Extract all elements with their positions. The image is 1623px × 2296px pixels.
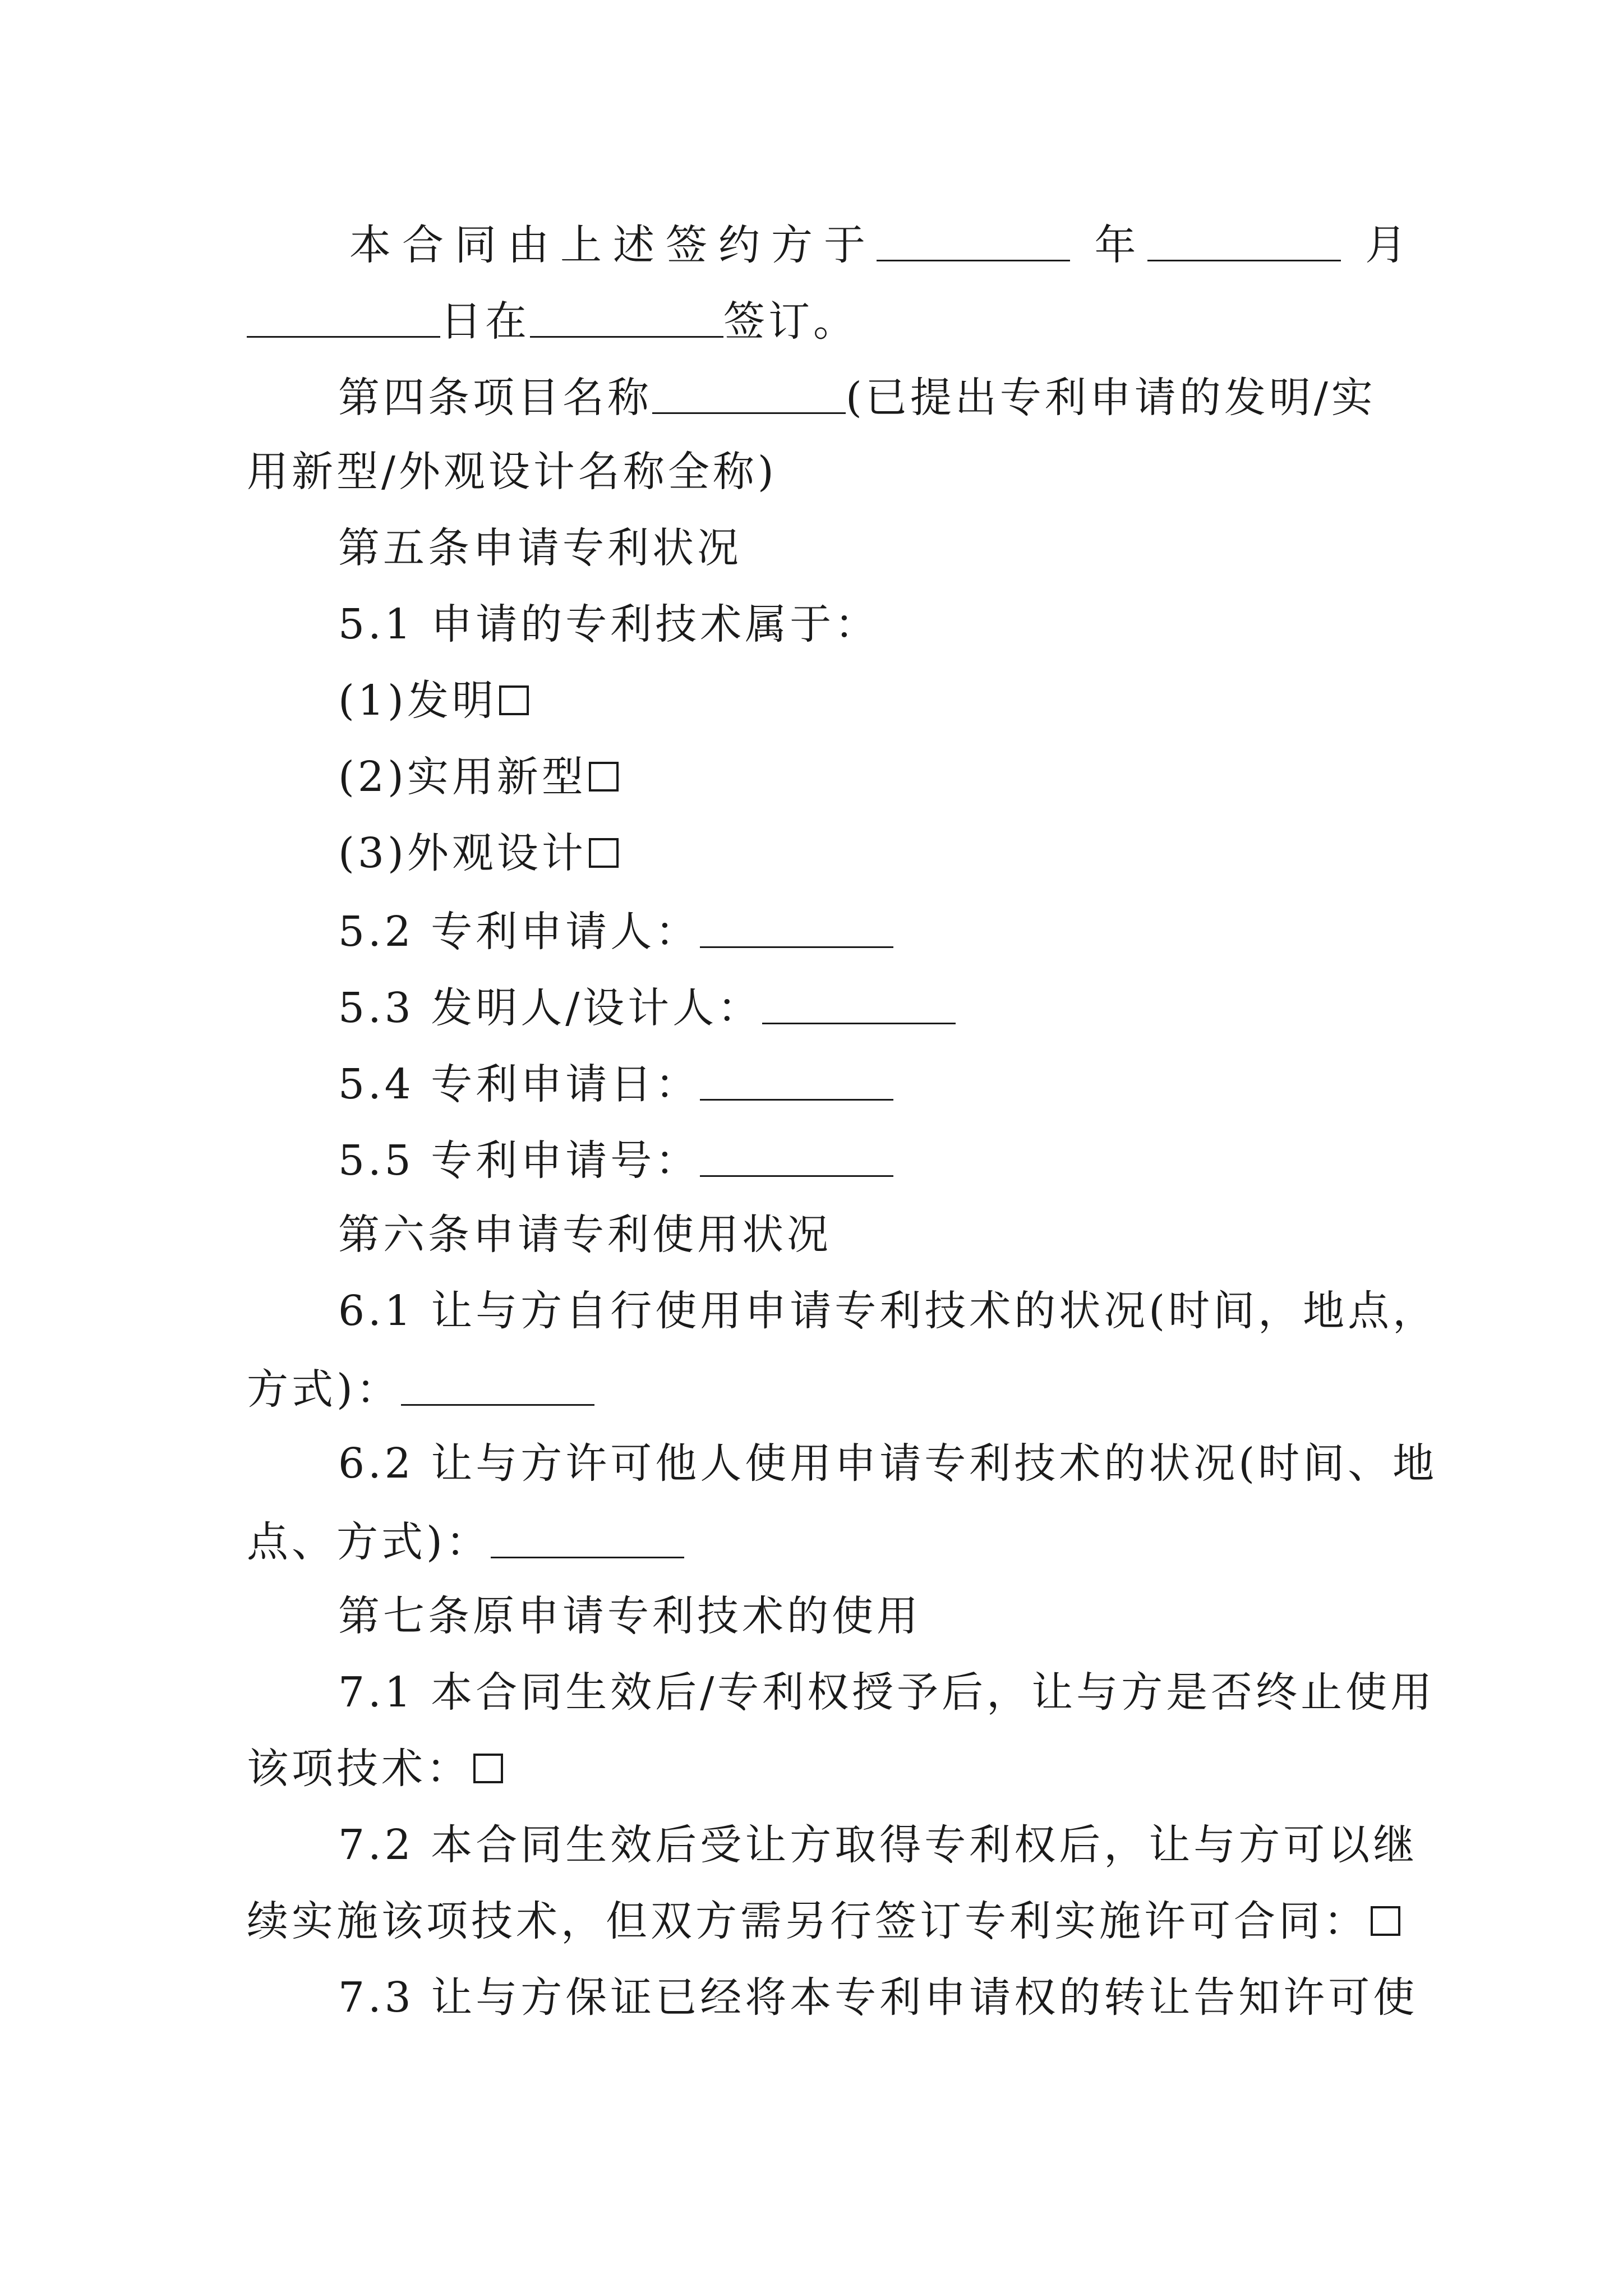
text-segment: 用新型/外观设计名称全称) [247,448,777,496]
text-segment: 月 [1365,220,1418,269]
clause-7-1 [338,1668,1477,1717]
clause-7-1-continuation [247,1745,1385,1793]
text-segment: 第六条申请专利使用状况 [338,1211,832,1259]
inventor-blank[interactable] [762,985,956,1024]
clause-5-4 [338,1060,1477,1108]
article-7-heading [338,1592,1477,1640]
text-segment: 7.3 让与方保证已经将本专利申请权的转让告知许可使 [338,1973,1418,2022]
text-segment: (3)外观设计 [338,829,587,877]
text-segment: 该项技术： [247,1745,471,1793]
text-segment: 年 [1094,220,1147,269]
text-segment: 第四条项目名称 [338,373,652,422]
clause-7-2 [338,1821,1477,1869]
text-segment: 5.3 发明人/设计人： [338,983,763,1032]
clause-5-5 [338,1136,1477,1185]
application-date-blank[interactable] [700,1061,893,1101]
continue-use-checkbox[interactable] [1371,1906,1400,1936]
clause-6-1-continuation [247,1365,1385,1414]
text-segment: 7.2 本合同生效后受让方取得专利权后，让与方可以继 [338,1821,1418,1869]
option-design [338,829,1477,877]
text-segment: (1)发明 [338,677,497,725]
clause-5-3 [338,983,1477,1032]
option-invention [338,677,1477,725]
text-segment: 点、方式)： [247,1517,491,1566]
text-segment: 5.4 专利申请日： [338,1060,700,1108]
project-name-blank[interactable] [652,375,846,414]
text-segment: 6.1 让与方自行使用申请专利技术的状况(时间，地点， [338,1287,1438,1335]
year-blank[interactable] [877,222,1070,261]
option-utility-model [338,753,1477,801]
text-segment: (2)实用新型 [338,753,587,801]
article-4-heading [338,373,1477,422]
text-segment: (已提出专利申请的发明/实 [846,373,1376,422]
self-use-blank[interactable] [401,1366,594,1406]
text-segment: 5.2 专利申请人： [338,907,700,956]
clause-6-2 [338,1439,1477,1488]
text-segment: 5.5 专利申请号： [338,1136,700,1185]
article-4-continuation [247,448,1385,496]
licensed-use-blank[interactable] [491,1519,684,1558]
text-segment: 本合同由上述签约方于 [349,220,877,269]
clause-6-2-continuation [247,1517,1385,1566]
article-6-heading [338,1211,1477,1259]
application-number-blank[interactable] [700,1138,893,1177]
invention-checkbox[interactable] [499,685,529,715]
applicant-blank[interactable] [700,909,893,948]
text-segment: 续实施该项技术，但双方需另行签订专利实施许可合同： [247,1897,1368,1945]
text-segment: 第五条申请专利状况 [338,524,742,572]
month-blank[interactable] [1147,222,1341,261]
article-5-heading [338,524,1477,572]
clause-7-2-continuation [247,1897,1385,1945]
text-segment: 第七条原申请专利技术的使用 [338,1592,921,1640]
clause-5-1 [338,600,1477,648]
utility-model-checkbox[interactable] [589,762,619,792]
clause-5-2 [338,907,1477,956]
clause-6-1 [338,1287,1477,1335]
terminate-use-checkbox[interactable] [473,1754,503,1783]
day-blank[interactable] [247,298,440,338]
text-segment: 5.1 申请的专利技术属于： [338,600,880,648]
text-segment: 6.2 让与方许可他人使用申请专利技术的状况(时间、地 [338,1439,1438,1488]
text-segment: 7.1 本合同生效后/专利权授予后，让与方是否终止使用 [338,1668,1436,1717]
design-checkbox[interactable] [589,838,619,868]
contract-sign-place-line [247,297,1385,346]
clause-7-3 [338,1973,1477,2022]
place-blank[interactable] [530,298,723,338]
text-segment: 方式)： [247,1365,401,1414]
text-segment: 签订。 [723,297,858,346]
contract-sign-date-line [349,220,1418,269]
text-segment: 日在 [440,297,530,346]
